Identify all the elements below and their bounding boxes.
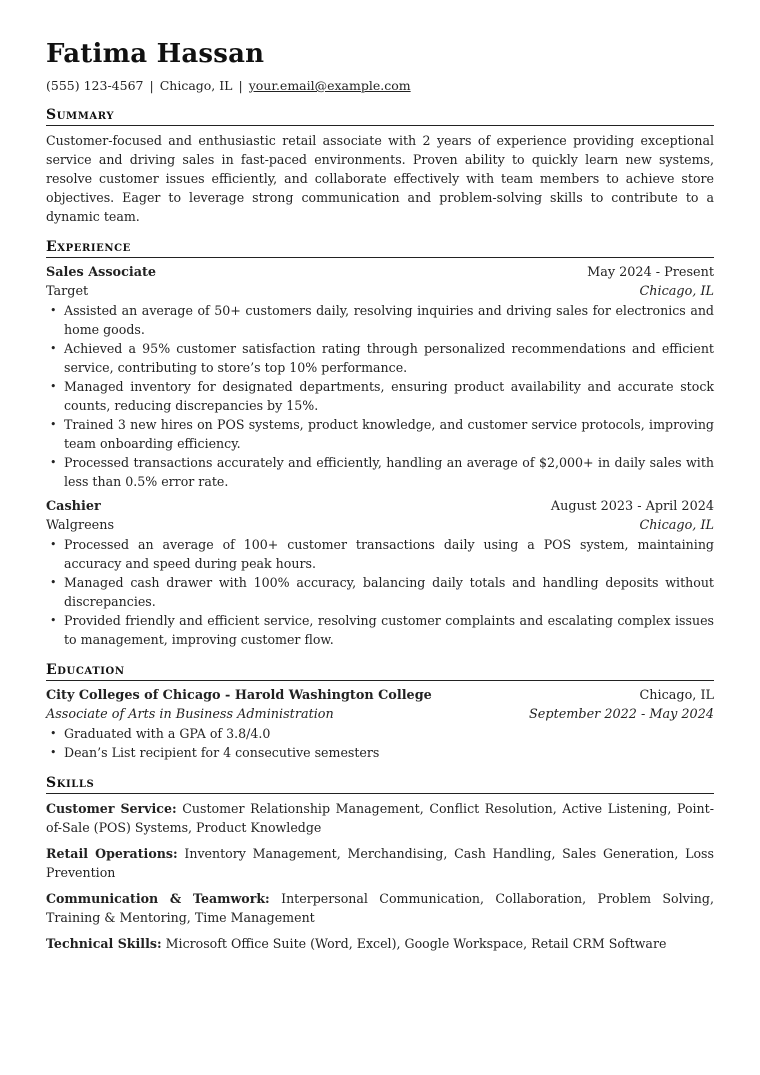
skill-group-text: Inventory Management, Merchandising, Cash Handling, Sales Generation, Loss Prevention	[46, 846, 714, 880]
skill-group-label: Technical Skills:	[46, 936, 162, 951]
skill-group-label: Communication & Teamwork:	[46, 891, 270, 906]
skill-group	[46, 799, 714, 837]
bullet-item: • Graduated with a GPA of 3.8/4.0	[64, 724, 714, 743]
job-bullets	[46, 535, 714, 649]
job-dates: August 2023 - April 2024	[550, 499, 714, 514]
bullet-item: • Processed an average of 100+ customer transactions daily using a POS system, maintaining accuracy and speed during peak hours.	[64, 535, 714, 573]
email-link[interactable]: your.email@example.com	[248, 78, 411, 93]
bullet-item: • Dean’s List recipient for 4 consecutive semesters	[64, 743, 714, 762]
skill-group	[46, 844, 714, 882]
job-company: Target	[46, 284, 89, 299]
skill-group-label: Customer Service:	[46, 801, 177, 816]
education-bullets	[46, 724, 714, 762]
skill-group	[46, 889, 714, 927]
resume-page	[46, 38, 714, 960]
job-title: Cashier	[46, 499, 101, 514]
bullet-item: • Assisted an average of 50+ customers daily, resolving inquiries and driving sales for electronics and home goods.	[64, 301, 714, 339]
job-location: Chicago, IL	[639, 518, 714, 533]
skill-group-text: Microsoft Office Suite (Word, Excel), Google Workspace, Retail CRM Software	[165, 936, 667, 951]
bullet-item: • Achieved a 95% customer satisfaction rating through personalized recommendations and efficient service, contributing to store’s top 10% performance.	[64, 339, 714, 377]
candidate-name: Fatima Hassan	[46, 39, 265, 69]
section-heading-experience: Experience	[46, 238, 714, 258]
education-section	[46, 661, 714, 762]
school-location: Chicago, IL	[639, 688, 714, 703]
skill-group-label: Retail Operations:	[46, 846, 178, 861]
job-bullets	[46, 301, 714, 491]
contact-separator: |	[149, 78, 154, 93]
contact-separator: |	[238, 78, 243, 93]
skill-group-text: Customer Relationship Management, Conflict Resolution, Active Listening, Point-of-Sale (POS) Systems, Product Knowledge	[46, 801, 714, 835]
experience-section	[46, 238, 714, 649]
section-heading-summary: Summary	[46, 106, 714, 126]
job-dates: May 2024 - Present	[587, 265, 714, 280]
degree-name: Associate of Arts in Business Administration	[46, 707, 334, 722]
job-title: Sales Associate	[46, 265, 157, 280]
bullet-item: • Managed inventory for designated departments, ensuring product availability and accurate stock counts, reducing discrepancies by 15%.	[64, 377, 714, 415]
job-company: Walgreens	[46, 518, 115, 533]
contact-location: Chicago, IL	[159, 78, 233, 93]
bullet-item: • Provided friendly and efficient service, resolving customer complaints and escalating complex issues to management, improving customer flow.	[64, 611, 714, 649]
education-dates: September 2022 - May 2024	[529, 707, 714, 722]
summary-section	[46, 106, 714, 226]
bullet-item: • Trained 3 new hires on POS systems, product knowledge, and customer service protocols, improving team onboarding efficiency.	[64, 415, 714, 453]
bullet-item: • Processed transactions accurately and efficiently, handling an average of $2,000+ in daily sales with less than 0.5% error rate.	[64, 453, 714, 491]
job-entry	[46, 263, 714, 491]
job-location: Chicago, IL	[639, 284, 714, 299]
section-heading-education: Education	[46, 661, 714, 681]
bullet-item: • Managed cash drawer with 100% accuracy, balancing daily totals and handling deposits without discrepancies.	[64, 573, 714, 611]
skill-group-text: Interpersonal Communication, Collaboration, Problem Solving, Training & Mentoring, Time Management	[46, 891, 714, 925]
summary-text: Customer-focused and enthusiastic retail associate with 2 years of experience providing exceptional service and driving sales in fast-paced environments. Proven ability to quickly learn new systems, resolve customer issues efficiently, and collaborate effectively with team members to achieve store objectives. Eager to leverage strong communication and problem-solving skills to contribute to a dynamic team.	[46, 133, 714, 224]
section-heading-skills: Skills	[46, 774, 714, 794]
school-name: City Colleges of Chicago - Harold Washington College	[46, 688, 432, 703]
phone-number: (555) 123-4567	[46, 78, 144, 93]
job-entry	[46, 497, 714, 649]
skill-group	[46, 934, 714, 953]
contact-line	[46, 78, 714, 94]
skills-section	[46, 774, 714, 953]
